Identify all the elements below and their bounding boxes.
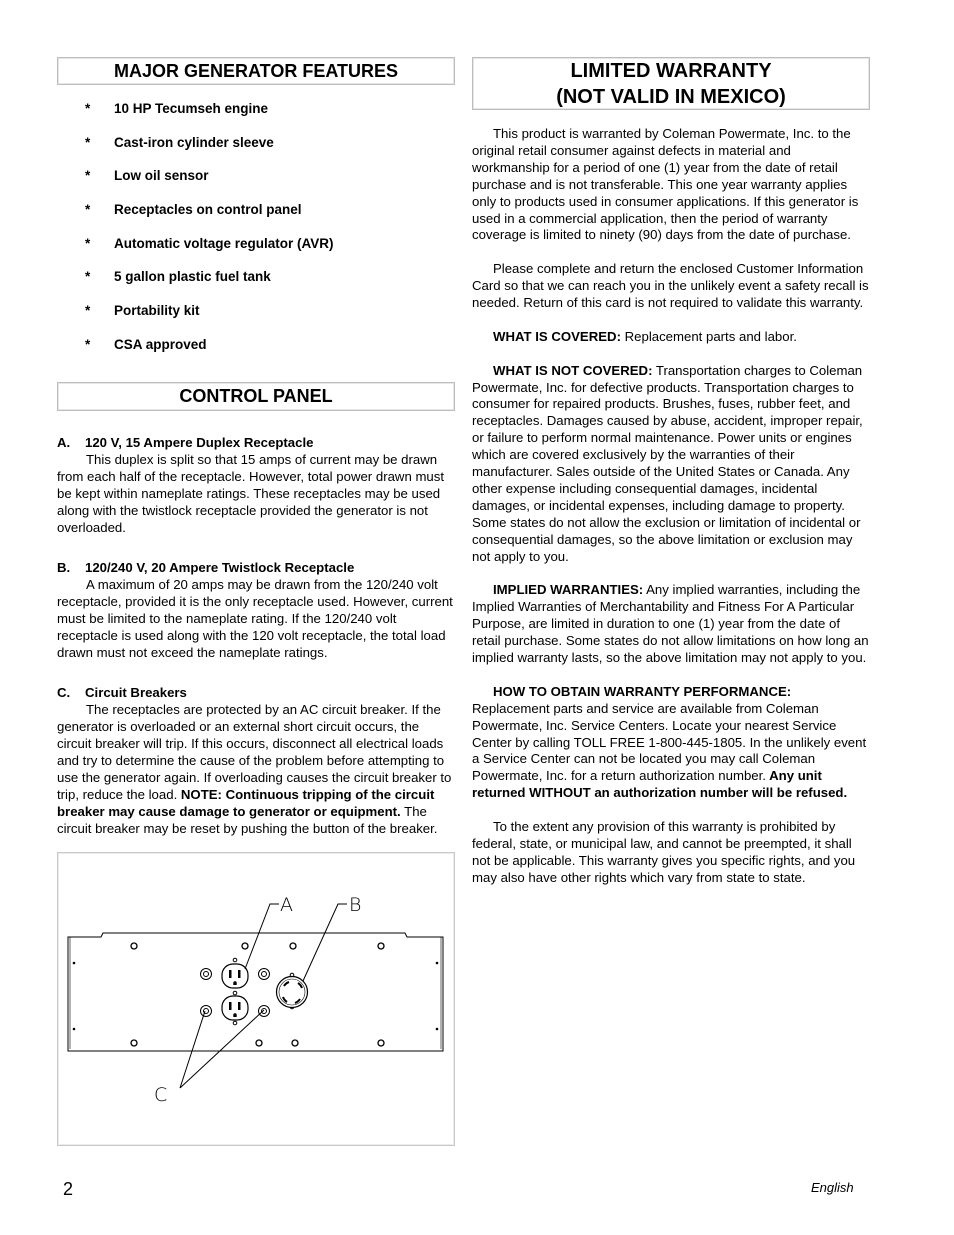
list-item: * 5 gallon plastic fuel tank xyxy=(85,269,271,285)
features-list xyxy=(57,101,455,371)
warranty-intro: This product is warranted by Coleman Powermate, Inc. to the original retail consumer against defects in material and workmanship for a period of one (1) year from the date of retail purchase and is not transferable. This one year warranty applies only to products used in consumer applications. If this generator is used in a commercial application, then the period of warranty coverage is limited to ninety (90) days from the date of purchase. xyxy=(472,126,859,243)
section-c xyxy=(57,684,455,837)
bullet: * xyxy=(85,101,91,116)
list-item: * Cast-iron cylinder sleeve xyxy=(85,134,274,150)
list-item: * Portability kit xyxy=(85,303,200,319)
section-c-body: The receptacles are protected by an AC circuit breaker. If the generator is overloaded or an external short circuit occurs, the circuit breaker will trip. If this occurs, disconnect all electrical loads and try to determine the cause of the problem before attempting to use the generator again. If overloading causes the circuit breaker to trip, reduce the load. NOTE: Continuous tripping of the circuit breaker may cause damage to generator or equipment. The circuit breaker may be reset by pushing the button of the breaker. xyxy=(57,701,452,836)
panel-drawing xyxy=(58,853,456,1147)
customer-card-paragraph: Please complete and return the enclosed Customer Information Card so that we can reach you in the unlikely event a safety recall is needed. Return of this card is not required to validate this warranty. xyxy=(472,261,869,311)
page-number: 2 xyxy=(63,1179,74,1199)
bullet: * xyxy=(85,269,91,285)
duplex-receptacle xyxy=(222,958,248,1025)
bullet: * xyxy=(85,303,91,319)
section-a-body: This duplex is split so that 15 amps of current may be drawn from each half of the receptacle. However, total power drawn must be kept within nameplate ratings. These receptacles may be used along with the twistlock receptacle provided the generator is not overloaded. xyxy=(57,451,445,535)
bullet: * xyxy=(85,134,91,150)
list-item: * CSA approved xyxy=(85,336,207,352)
breaker-top-left xyxy=(201,969,212,980)
section-b-title: B. 120/240 V, 20 Ampere Twistlock Receptacle xyxy=(57,559,355,575)
bullet: * xyxy=(85,235,91,251)
label-a: A xyxy=(280,894,293,916)
control-panel-diagram xyxy=(57,852,455,1146)
left-column xyxy=(57,57,455,837)
section-c-title: C. Circuit Breakers xyxy=(57,684,187,700)
leader-lines xyxy=(180,904,347,1088)
note-text: NOTE: Continuous tripping of the circuit breaker may cause damage to generator or equipment. xyxy=(57,786,435,819)
list-item: * Receptacles on control panel xyxy=(85,202,302,218)
bullet: * xyxy=(85,336,91,352)
section-a-title: A. 120 V, 15 Ampere Duplex Receptacle xyxy=(57,434,314,450)
breaker-bottom-right xyxy=(259,1006,270,1017)
covered-paragraph: WHAT IS COVERED: Replacement parts and labor. xyxy=(493,328,797,344)
control-panel-heading: CONTROL PANEL xyxy=(57,382,455,411)
section-b-body: A maximum of 20 amps may be drawn from the 120/240 volt receptacle, provided it is the only receptacle used. However, current must be limited to the nameplate rating. If the 120/240 volt receptacle is used along with the 120 volt receptacle, the total load drawn must not exceed the nameplate ratings. xyxy=(57,576,453,660)
breaker-bottom-left xyxy=(201,1006,212,1017)
section-a xyxy=(57,434,455,536)
breaker-top-right xyxy=(259,969,270,980)
warranty-heading: LIMITED WARRANTY (NOT VALID IN MEXICO) xyxy=(472,57,870,110)
label-b: B xyxy=(349,894,362,916)
corner-dots xyxy=(73,962,439,1031)
not-covered-paragraph: WHAT IS NOT COVERED: Transportation charges to Coleman Powermate, Inc. for defective products. Transportation charges to consumer for repaired products. Brushes, fuses, rubber feet, and receptacles. Damages caused by abuse, accident, improper repair, or failure to perform normal maintenance. Power units or engines which are covered exclusively by the warranties of their manufacturer. Sales outside of the United States or Canada. Any other expense including consequential damages, incidental damages, or incidental expenses, including damage to property. Some states do not allow the exclusion or limitation of incidental or consequential damages, so the above limitation or exclusion may not apply to you. xyxy=(472,362,863,564)
label-c: C xyxy=(154,1084,168,1106)
section-b xyxy=(57,559,455,661)
legal-paragraph: To the extent any provision of this warranty is prohibited by federal, state, or municipal law, and cannot be preempted, it shall not be applicable. This warranty gives you specific rights, and you may also have other rights which vary from state to state. xyxy=(472,819,856,885)
features-heading: MAJOR GENERATOR FEATURES xyxy=(57,57,455,85)
language-label: English xyxy=(811,1180,854,1195)
right-column xyxy=(472,57,870,904)
twistlock-receptacle xyxy=(277,973,308,1009)
panel-outline xyxy=(68,933,443,1051)
bullet: * xyxy=(85,202,91,218)
implied-warranties-paragraph: IMPLIED WARRANTIES: Any implied warranties, including the Implied Warranties of Merchantability and Fitness For A Particular Purpose, are limited in duration to one (1) year from the date of retail purchase. Some states do not allow limitations on how long an implied warranty lasts, so the above limitation may not apply to you. xyxy=(472,582,869,666)
mounting-holes xyxy=(131,943,384,1046)
list-item: * 10 HP Tecumseh engine xyxy=(85,101,269,116)
obtain-warranty-paragraph: HOW TO OBTAIN WARRANTY PERFORMANCE: Replacement parts and service are available from Coleman Powermate, Inc. Service Centers. Locate your nearest Service Center by calling TOLL FREE 1-800-445-1805. In the unlikely event a Service Center can not be located you may call Coleman Powermate, Inc. for a return authorization number. Any unit returned WITHOUT an authorization number will be refused. xyxy=(472,683,867,801)
list-item: * Low oil sensor xyxy=(85,168,209,184)
list-item: * Automatic voltage regulator (AVR) xyxy=(85,235,334,251)
bullet: * xyxy=(85,168,91,184)
